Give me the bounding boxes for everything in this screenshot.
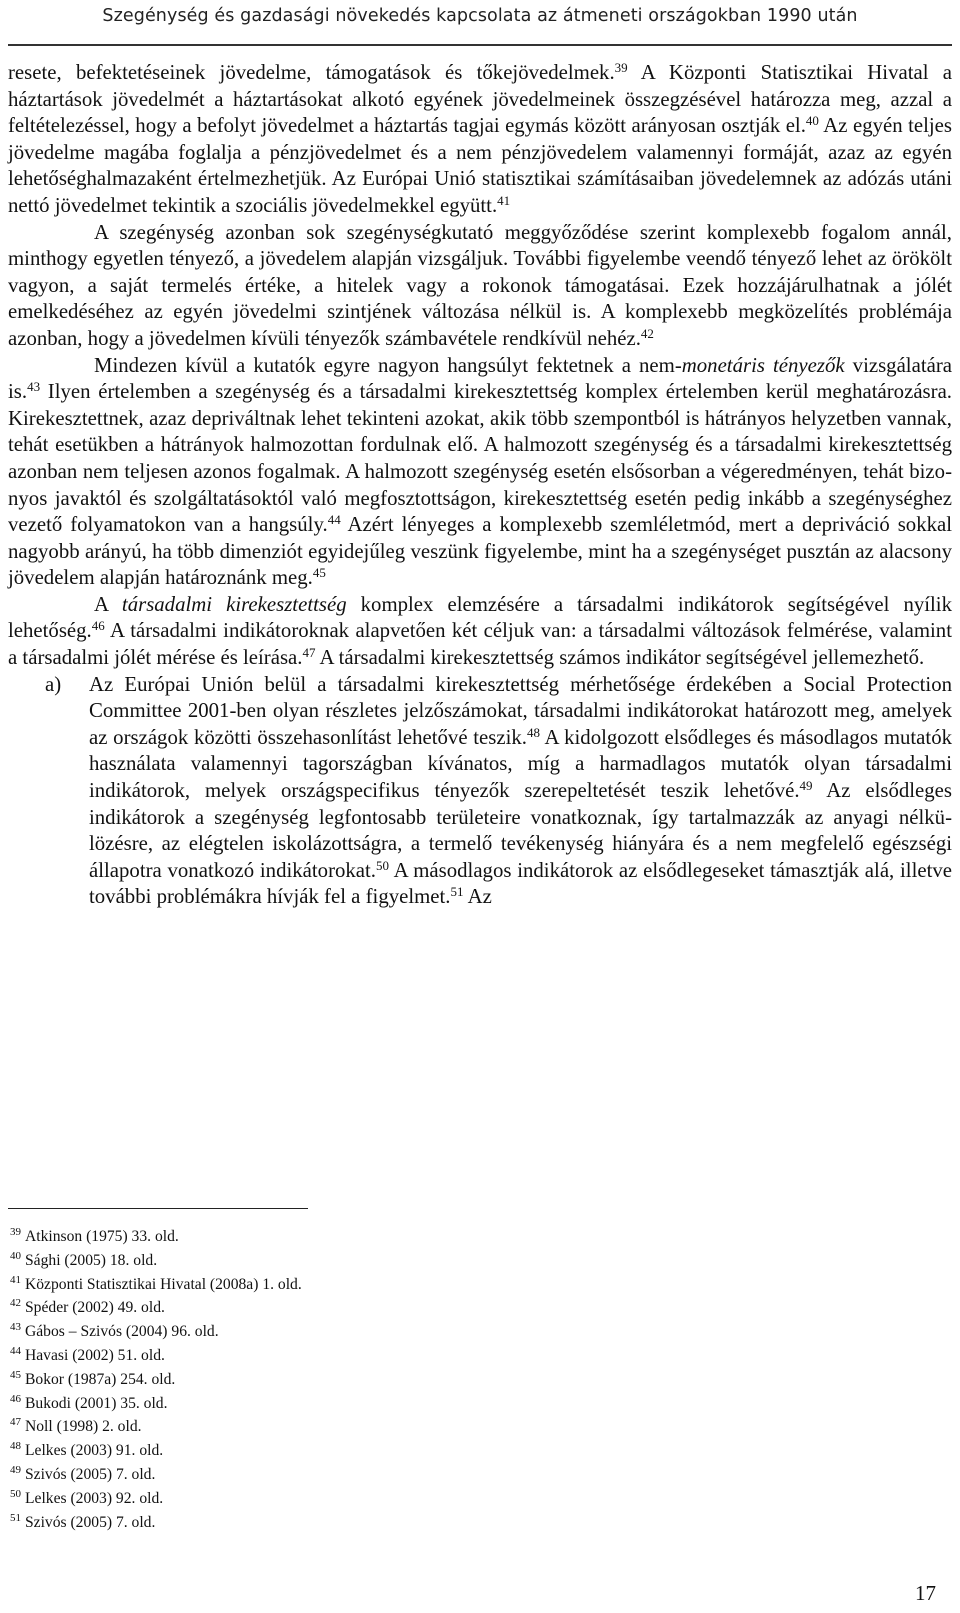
text-run: A társadalmi indikátoroknak alapvetően két céljuk van: a társadalmi változások felmérése, valamint a társadalmi jólét mérése és leírása. (8, 619, 952, 670)
text-run: komplex elemzésére a társadalmi indikátorok segítségével nyílik lehetőség. (8, 592, 952, 643)
footnote-ref[interactable]: 50 (376, 857, 389, 873)
text-run: Az egyén teljes jövedelme magába foglalja a pénzjövedelmet és a nem pénzjövedelem valamennyi formáját, azaz az egyén lehetőséghalmazaként értelmezhetjük. Az Európai Unió statisztikai számításaiban jövedelemnek az adózás utáni nettó jövedelmet tekintik a szociális jövedelmekkel együtt. (8, 114, 952, 217)
footnote-42 (10, 1296, 610, 1320)
italic-term: monetáris tényezők (681, 353, 845, 377)
footnote-ref[interactable]: 40 (805, 113, 819, 129)
footnote-text: Sághi (2005) 18. old. (25, 1251, 158, 1269)
footnote-ref[interactable]: 44 (327, 512, 341, 528)
footnote-48 (10, 1439, 610, 1463)
text-run: A másodlagos indikátorok az elsődlegeseket támasztják alá, illetve további problémákra hívják fel a figyelmet. (89, 858, 952, 909)
text-run: Az elsődleges indikátorok a szegénység legfontosabb területeire vonatkoznak, így tartalmazzák az anyagi nélkülözésre, az elégtelen iskolázottságra, a termelő tevékenység hiányára és a nem megfelelő egészségi állapotra vonatkozó indikátorokat. (89, 779, 952, 882)
text-run: Mindezen kívül a kutatók egyre nagyon hangsúlyt fektetnek a nem- (94, 353, 682, 377)
list-marker: a) (45, 672, 62, 696)
footnote-41 (10, 1273, 610, 1297)
footnote-ref[interactable]: 39 (614, 60, 628, 75)
footnote-ref[interactable]: 46 (91, 618, 105, 634)
footnote-39 (10, 1225, 610, 1249)
footnote-50 (10, 1487, 610, 1511)
footnote-number: 45 (10, 1368, 21, 1381)
text-run: Ilyen értelemben a szegénység és a társadalmi kirekesztettség komplex értelemben kerül meghatározásra. Kirekesztettnek, azaz depriváltnak lehet tekinteni azokat, akik több szempontból is hátrányos helyzetben vannak, tehát esetükben a hátrányok halmozottan fordulnak elő. A halmozott szegénység és a társadalmi kirekesztettség azonban nem teljesen azonos fogalmak. A halmozott szegénység esetén elsősorban a végeredményen, tehát bizonyos javaktól és szolgáltatásoktól való megfosztottságon, kirekesztettség esetén pedig inkább a szegénységhez vezető folyamatokon van a hangsúly. (8, 380, 952, 537)
footnote-47 (10, 1415, 610, 1439)
footnote-ref[interactable]: 51 (450, 884, 464, 900)
text-run: A társadalmi kirekesztettség számos indikátor segítségével jellemezhető. (315, 646, 925, 670)
footnote-number: 47 (10, 1416, 21, 1429)
text-run: vizsgálatára is. (8, 353, 952, 404)
footnote-ref[interactable]: 41 (497, 192, 511, 208)
footnote-text: Havasi (2002) 51. old. (25, 1346, 165, 1364)
text-run: A kidolgozott elsődleges és másodlagos mutatók használata valamennyi tagországban kívánatos, míg a harmadlagos mutatók olyan társadalmi indikátorok, melyek országspecifikus tényezők szerepeltetését teszik lehetővé. (89, 725, 952, 803)
footnote-text: Atkinson (1975) 33. old. (25, 1228, 179, 1245)
running-header: Szegénység és gazdasági növekedés kapcsolata az átmeneti országokban 1990 után (102, 6, 858, 26)
footnote-44 (10, 1344, 610, 1368)
footnote-49 (10, 1463, 610, 1487)
footnote-ref[interactable]: 43 (27, 379, 41, 395)
footnote-text: Bokor (1987a) 254. old. (25, 1370, 176, 1388)
footnote-number: 49 (10, 1463, 21, 1476)
text-run: resete, befektetéseinek jövedelme, támogatások és tőkejövedelmek. (8, 61, 615, 84)
footnote-text: Szivós (2005) 7. old. (25, 1513, 156, 1531)
footnote-number: 39 (10, 1226, 21, 1238)
footnote-text: Gábos – Szivós (2004) 96. old. (25, 1323, 219, 1341)
footnote-text: Központi Statisztikai Hivatal (2008a) 1. old. (25, 1275, 302, 1293)
footnote-number: 46 (10, 1392, 21, 1405)
footnote-number: 50 (10, 1487, 21, 1500)
footnote-text: Spéder (2002) 49. old. (25, 1299, 165, 1317)
footnote-number: 40 (10, 1249, 21, 1262)
footnote-number: 48 (10, 1440, 21, 1453)
footnote-text: Lelkes (2003) 92. old. (25, 1489, 164, 1507)
text-run: Az (463, 885, 492, 909)
footnote-number: 44 (10, 1344, 21, 1357)
footnotes (10, 1225, 610, 1534)
footnote-number: 51 (10, 1511, 21, 1524)
footnote-45 (10, 1368, 610, 1392)
footnote-46 (10, 1392, 610, 1416)
footnote-43 (10, 1320, 610, 1344)
text-run: A (94, 592, 122, 616)
paragraph-3 (8, 353, 952, 592)
list-item-a (8, 672, 952, 911)
footnote-text: Noll (1998) 2. old. (25, 1418, 142, 1436)
footnote-text: Szivós (2005) 7. old. (25, 1465, 156, 1483)
text-run: Azért lényeges a komplexebb szemléletmód, mert a depriváció sokkal nagyobb arányú, ha több dimenziót egyidejűleg veszünk figyelembe, mint ha a szegénységet pusztán az alacsony jövedelem alapján határoznánk meg. (8, 513, 952, 590)
italic-term: társadalmi kirekesztettség (121, 592, 347, 616)
footnote-text: Bukodi (2001) 35. old. (25, 1394, 168, 1412)
footnote-number: 41 (10, 1273, 21, 1286)
footnote-40 (10, 1249, 610, 1273)
footnote-separator (8, 1208, 308, 1209)
paragraph-1 (8, 60, 952, 220)
text-run: Az Európai Unión belül a társadalmi kirekesztettség mérhetősége érdekében a Social Protection Committee 2001-ben olyan részletes jelzőszámokat, társadalmi indikátorokat határozott meg, amelyek az országok közötti összehasonlítást lehetővé teszik. (89, 672, 952, 749)
text-run: A Központi Statisztikai Hivatal a háztartások jövedelmét a háztartásokat alkotó egyének jövedelmeinek összegzésével határozza meg, azzal a feltételezéssel, hogy a befolyt jövedelmet a háztartás tagjai egymás között arányosan osztják el. (8, 61, 952, 138)
footnote-number: 43 (10, 1321, 21, 1334)
footnote-number: 42 (10, 1297, 21, 1310)
paragraph-4 (8, 592, 952, 672)
footnote-text: Lelkes (2003) 91. old. (25, 1442, 164, 1460)
footnote-ref[interactable]: 45 (312, 565, 326, 581)
footnote-51 (10, 1511, 610, 1535)
header-rule (8, 44, 952, 46)
footnote-ref[interactable]: 47 (302, 645, 316, 661)
document-body (8, 60, 952, 911)
footnote-ref[interactable]: 42 (640, 325, 654, 341)
footnote-ref[interactable]: 49 (799, 778, 813, 794)
paragraph-2 (8, 220, 952, 353)
footnote-ref[interactable]: 48 (526, 724, 540, 740)
text-run: A szegénység azonban sok szegénységkutató meggyőződése szerint komplexebb fogalom annál, minthogy egyetlen tényező, a jövedelem alapján vizsgáljuk. További figyelembe veendő tényező lehet az örökölt vagyon, a saját termelés értéke, a hitelek vagy a rokonok támogatásai. Ezek hozzájárulhatnak a jólét emelkedéséhez az egyén jövedelmi szintjének változása nélkül is. A komplexebb megközelítés problémája azonban, hogy a jövedelmen kívüli tényezők számbavétele rendkívül nehéz. (8, 220, 952, 350)
page-number: 17 (915, 1581, 936, 1605)
